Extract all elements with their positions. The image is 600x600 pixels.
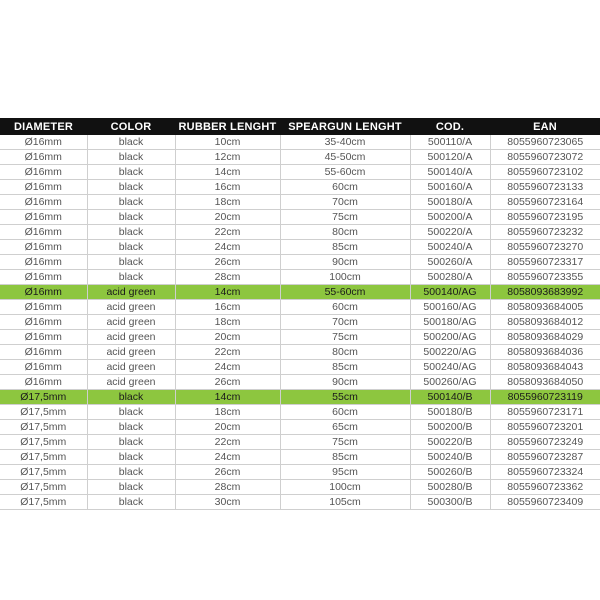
cell-color: black (87, 405, 175, 420)
cell-rubber-length: 22cm (175, 225, 280, 240)
cell-diameter: Ø17,5mm (0, 465, 87, 480)
cell-diameter: Ø16mm (0, 165, 87, 180)
cell-cod: 500160/AG (410, 300, 490, 315)
cell-ean: 8055960723409 (490, 495, 600, 510)
cell-cod: 500280/B (410, 480, 490, 495)
cell-speargun-length: 60cm (280, 180, 410, 195)
cell-speargun-length: 85cm (280, 450, 410, 465)
cell-rubber-length: 30cm (175, 495, 280, 510)
cell-rubber-length: 14cm (175, 165, 280, 180)
cell-speargun-length: 70cm (280, 195, 410, 210)
cell-speargun-length: 75cm (280, 435, 410, 450)
cell-speargun-length: 55-60cm (280, 285, 410, 300)
cell-ean: 8055960723355 (490, 270, 600, 285)
cell-ean: 8055960723119 (490, 390, 600, 405)
cell-rubber-length: 24cm (175, 240, 280, 255)
cell-diameter: Ø16mm (0, 255, 87, 270)
cell-color: black (87, 195, 175, 210)
cell-cod: 500240/B (410, 450, 490, 465)
cell-color: acid green (87, 375, 175, 390)
table-row (0, 180, 600, 195)
cell-color: black (87, 450, 175, 465)
cell-speargun-length: 100cm (280, 270, 410, 285)
table-row (0, 465, 600, 480)
spec-table (0, 118, 600, 510)
cell-diameter: Ø16mm (0, 180, 87, 195)
cell-rubber-length: 26cm (175, 375, 280, 390)
cell-rubber-length: 16cm (175, 180, 280, 195)
cell-ean: 8055960723195 (490, 210, 600, 225)
cell-diameter: Ø17,5mm (0, 450, 87, 465)
cell-cod: 500140/B (410, 390, 490, 405)
cell-diameter: Ø17,5mm (0, 435, 87, 450)
header-row (0, 118, 600, 135)
cell-color: black (87, 390, 175, 405)
cell-ean: 8058093684050 (490, 375, 600, 390)
table-row (0, 435, 600, 450)
table-row (0, 150, 600, 165)
cell-speargun-length: 60cm (280, 300, 410, 315)
cell-diameter: Ø16mm (0, 225, 87, 240)
cell-diameter: Ø16mm (0, 210, 87, 225)
cell-ean: 8058093684036 (490, 345, 600, 360)
table-row (0, 450, 600, 465)
cell-cod: 500180/B (410, 405, 490, 420)
cell-color: black (87, 165, 175, 180)
cell-color: black (87, 420, 175, 435)
cell-speargun-length: 100cm (280, 480, 410, 495)
cell-ean: 8058093683992 (490, 285, 600, 300)
cell-rubber-length: 18cm (175, 405, 280, 420)
cell-cod: 500180/A (410, 195, 490, 210)
table-row (0, 360, 600, 375)
table-body (0, 135, 600, 510)
table-row (0, 255, 600, 270)
cell-color: black (87, 255, 175, 270)
cell-speargun-length: 75cm (280, 210, 410, 225)
cell-rubber-length: 22cm (175, 435, 280, 450)
cell-color: black (87, 210, 175, 225)
cell-cod: 500110/A (410, 135, 490, 150)
header-diameter: DIAMETER (0, 118, 87, 135)
table-row (0, 240, 600, 255)
cell-cod: 500200/A (410, 210, 490, 225)
cell-diameter: Ø16mm (0, 345, 87, 360)
cell-ean: 8055960723072 (490, 150, 600, 165)
cell-cod: 500200/AG (410, 330, 490, 345)
cell-cod: 500160/A (410, 180, 490, 195)
cell-rubber-length: 18cm (175, 195, 280, 210)
cell-ean: 8058093684043 (490, 360, 600, 375)
cell-speargun-length: 60cm (280, 405, 410, 420)
table-row (0, 390, 600, 405)
cell-rubber-length: 18cm (175, 315, 280, 330)
cell-color: black (87, 150, 175, 165)
cell-speargun-length: 55-60cm (280, 165, 410, 180)
cell-ean: 8055960723133 (490, 180, 600, 195)
table-row (0, 135, 600, 150)
cell-ean: 8058093684012 (490, 315, 600, 330)
cell-speargun-length: 35-40cm (280, 135, 410, 150)
cell-rubber-length: 20cm (175, 420, 280, 435)
cell-diameter: Ø16mm (0, 360, 87, 375)
cell-diameter: Ø16mm (0, 150, 87, 165)
cell-speargun-length: 90cm (280, 375, 410, 390)
cell-diameter: Ø17,5mm (0, 390, 87, 405)
cell-speargun-length: 75cm (280, 330, 410, 345)
table-row (0, 270, 600, 285)
table-row (0, 375, 600, 390)
cell-ean: 8055960723201 (490, 420, 600, 435)
cell-ean: 8055960723317 (490, 255, 600, 270)
cell-rubber-length: 24cm (175, 450, 280, 465)
cell-rubber-length: 26cm (175, 255, 280, 270)
cell-speargun-length: 105cm (280, 495, 410, 510)
cell-speargun-length: 90cm (280, 255, 410, 270)
cell-rubber-length: 10cm (175, 135, 280, 150)
table-row (0, 165, 600, 180)
cell-color: black (87, 480, 175, 495)
cell-diameter: Ø17,5mm (0, 405, 87, 420)
cell-speargun-length: 65cm (280, 420, 410, 435)
cell-rubber-length: 12cm (175, 150, 280, 165)
cell-diameter: Ø16mm (0, 195, 87, 210)
cell-rubber-length: 24cm (175, 360, 280, 375)
cell-cod: 500260/A (410, 255, 490, 270)
table-row (0, 225, 600, 240)
cell-cod: 500280/A (410, 270, 490, 285)
cell-ean: 8055960723232 (490, 225, 600, 240)
cell-cod: 500240/A (410, 240, 490, 255)
cell-speargun-length: 70cm (280, 315, 410, 330)
cell-diameter: Ø17,5mm (0, 480, 87, 495)
cell-cod: 500120/A (410, 150, 490, 165)
cell-speargun-length: 80cm (280, 345, 410, 360)
cell-color: black (87, 240, 175, 255)
table-row (0, 210, 600, 225)
cell-color: black (87, 495, 175, 510)
header-speargun-length: SPEARGUN LENGHT (280, 118, 410, 135)
table-row (0, 420, 600, 435)
cell-cod: 500260/AG (410, 375, 490, 390)
table-row (0, 330, 600, 345)
cell-ean: 8055960723270 (490, 240, 600, 255)
table-row (0, 345, 600, 360)
table-row (0, 300, 600, 315)
table-row (0, 480, 600, 495)
cell-cod: 500220/AG (410, 345, 490, 360)
cell-color: acid green (87, 330, 175, 345)
cell-ean: 8055960723171 (490, 405, 600, 420)
cell-cod: 500220/B (410, 435, 490, 450)
cell-color: acid green (87, 300, 175, 315)
cell-color: black (87, 135, 175, 150)
cell-cod: 500240/AG (410, 360, 490, 375)
cell-rubber-length: 20cm (175, 210, 280, 225)
cell-ean: 8055960723102 (490, 165, 600, 180)
cell-rubber-length: 28cm (175, 270, 280, 285)
cell-speargun-length: 55cm (280, 390, 410, 405)
cell-cod: 500140/A (410, 165, 490, 180)
table-row (0, 495, 600, 510)
cell-color: acid green (87, 360, 175, 375)
cell-cod: 500200/B (410, 420, 490, 435)
cell-color: black (87, 270, 175, 285)
cell-ean: 8055960723065 (490, 135, 600, 150)
cell-diameter: Ø16mm (0, 315, 87, 330)
cell-diameter: Ø16mm (0, 375, 87, 390)
header-rubber-length: RUBBER LENGHT (175, 118, 280, 135)
cell-rubber-length: 16cm (175, 300, 280, 315)
cell-color: acid green (87, 285, 175, 300)
cell-speargun-length: 85cm (280, 360, 410, 375)
cell-speargun-length: 45-50cm (280, 150, 410, 165)
cell-diameter: Ø16mm (0, 240, 87, 255)
cell-ean: 8058093684005 (490, 300, 600, 315)
cell-color: black (87, 225, 175, 240)
cell-diameter: Ø16mm (0, 300, 87, 315)
cell-speargun-length: 80cm (280, 225, 410, 240)
cell-rubber-length: 22cm (175, 345, 280, 360)
cell-ean: 8055960723287 (490, 450, 600, 465)
cell-ean: 8055960723324 (490, 465, 600, 480)
table-row (0, 285, 600, 300)
cell-diameter: Ø16mm (0, 330, 87, 345)
table-row (0, 195, 600, 210)
header-cod: COD. (410, 118, 490, 135)
cell-speargun-length: 95cm (280, 465, 410, 480)
cell-cod: 500140/AG (410, 285, 490, 300)
header-color: COLOR (87, 118, 175, 135)
cell-ean: 8055960723164 (490, 195, 600, 210)
cell-diameter: Ø17,5mm (0, 495, 87, 510)
cell-color: acid green (87, 315, 175, 330)
cell-rubber-length: 14cm (175, 285, 280, 300)
header-ean: EAN (490, 118, 600, 135)
cell-color: acid green (87, 345, 175, 360)
cell-ean: 8055960723249 (490, 435, 600, 450)
cell-rubber-length: 20cm (175, 330, 280, 345)
table-row (0, 405, 600, 420)
cell-diameter: Ø16mm (0, 135, 87, 150)
cell-ean: 8055960723362 (490, 480, 600, 495)
cell-rubber-length: 14cm (175, 390, 280, 405)
cell-rubber-length: 28cm (175, 480, 280, 495)
cell-color: black (87, 435, 175, 450)
table-row (0, 315, 600, 330)
cell-speargun-length: 85cm (280, 240, 410, 255)
cell-diameter: Ø16mm (0, 285, 87, 300)
cell-diameter: Ø16mm (0, 270, 87, 285)
cell-ean: 8058093684029 (490, 330, 600, 345)
cell-cod: 500260/B (410, 465, 490, 480)
cell-cod: 500180/AG (410, 315, 490, 330)
cell-diameter: Ø17,5mm (0, 420, 87, 435)
cell-color: black (87, 180, 175, 195)
cell-rubber-length: 26cm (175, 465, 280, 480)
cell-cod: 500220/A (410, 225, 490, 240)
cell-cod: 500300/B (410, 495, 490, 510)
cell-color: black (87, 465, 175, 480)
